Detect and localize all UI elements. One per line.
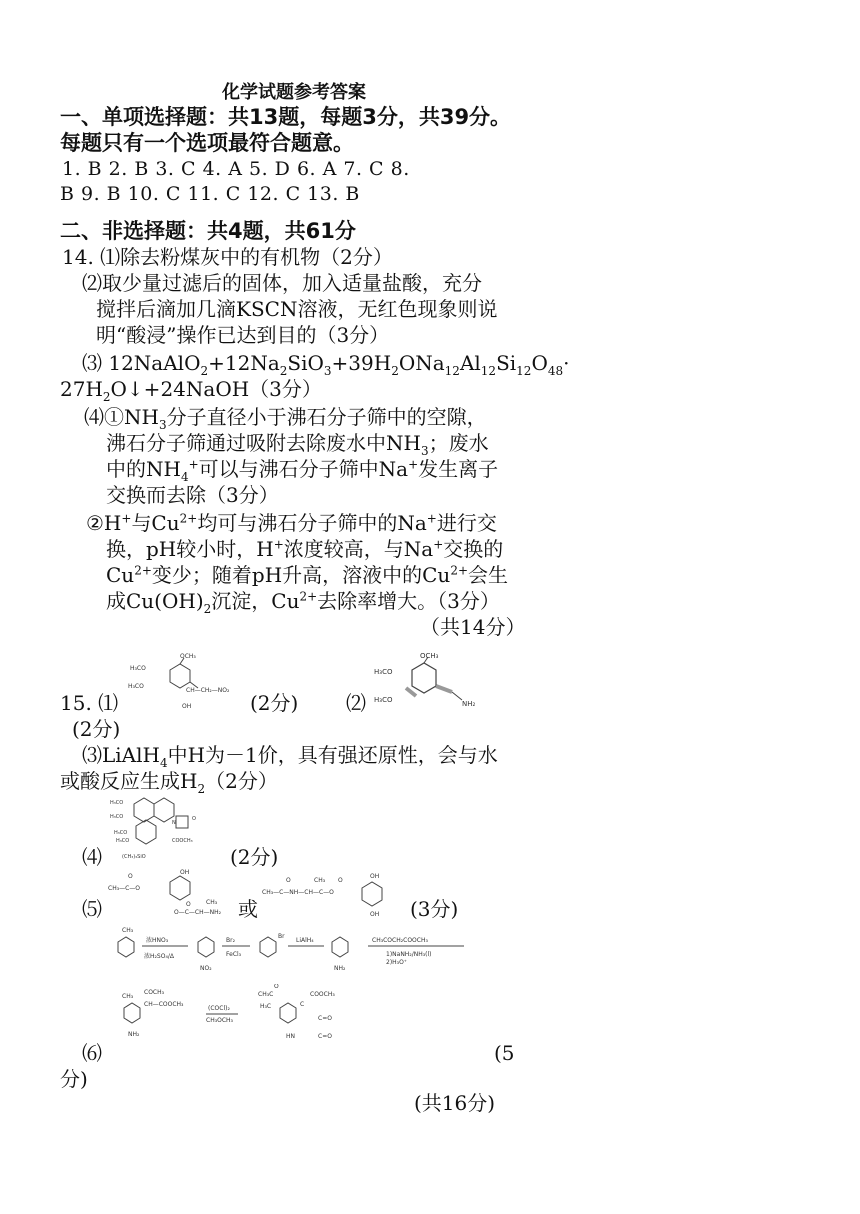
q14-part1: 14. ⑴除去粉煤灰中的有机物（2分） [62,245,393,269]
q14-part4-line4: 交换而去除（3分） [106,483,279,507]
q14-part5-line3: $Cu^{2+}$变少；随着pH升高，溶液中的$Cu^{2+}$会生 [106,563,509,587]
s6r2-label-1: COCH₃ [144,989,165,996]
q15-part2-score: (2分) [72,717,121,741]
q15-part1-label: 15. ⑴ [60,691,119,715]
q14-part2-line1: ⑵取少量过滤后的固体，加入适量盐酸，充分 [82,271,482,295]
s5b-label-2: CH₃ [314,877,326,884]
structure-15-5a-image [108,868,232,918]
s5b-label-4: OH [370,873,380,880]
s6r1-label-4: Br₂ [226,937,235,944]
s6r1-label-2: 浓H₂SO₄/Δ [144,953,174,960]
q15-part6-score-a: (5 [494,1041,515,1065]
s4-label-0: H₃CO [110,800,124,806]
s6r2-label-9: C [300,1001,305,1008]
s6r1-label-9: CH₃COCH₂COOCH₃ [372,937,428,944]
q15-part4-label: ⑷ [82,845,102,869]
s5a-label-3: O [186,901,191,908]
q14-total: （共14分） [420,615,526,639]
s5b-label-0: CH₃—C—NH—CH—C—O [262,889,334,896]
s1-label-3: CH—CH₂—NO₂ [186,687,230,694]
section2-heading: 二、非选择题：共4题，共61分 [60,219,356,243]
q15-part2-label: ⑵ [346,691,366,715]
q15-part6-score-b: 分) [60,1067,88,1091]
mc-answers-line2: B 9. B 10. C 11. C 12. C 13. B [60,183,360,205]
q15-part3-line2: 或酸反应生成$H_2(2$分） [60,769,278,796]
q14-part5-line1: ②H+与$Cu^{2+}$均可与沸石分子筛中的Na+进行交 [86,511,497,535]
q14-part5-line2: 换，pH较小时，H+浓度较高，与Na+交换的 [106,537,504,561]
s6r1-label-6: Br [278,933,285,940]
q15-part5-label: ⑸ [82,897,102,921]
s6r2-label-8: COOCH₃ [310,991,335,998]
q14-part2-line3: 明“酸浸”操作已达到目的（3分） [96,323,390,347]
q14-part3-equation-cont: $27H_2O↓+24NaOH(3$分） [60,377,322,404]
q14-part4-line2: 沸石分子筛通过吸附去除废水中$NH_3$；废水 [106,431,489,458]
s1-label-4: OH [182,703,192,710]
s6r2-label-10: H₃C [260,1003,272,1010]
s5a-label-1: O [128,873,133,880]
s4-label-4: O [192,816,196,822]
structure-15-4-image [106,792,210,862]
s4-label-2: H₃CO [114,830,128,836]
q15-part5-or: 或 [238,897,258,921]
q14-part4-line3: 中的$NH_4^+$可以与沸石分子筛中Na+发生离子 [106,457,499,484]
s5a-label-5: O—C—CH—NH₂ [174,909,222,916]
q14-part2-line2: 搅拌后滴加几滴KSCN溶液，无红色现象则说 [96,297,498,321]
s5b-label-5: OH [370,911,380,918]
s6r2-label-4: (COCl)₂ [208,1005,230,1012]
s6r2-label-11: C=O [318,1015,332,1022]
s1-label-1: H₃CO [130,665,146,672]
q14-part5-line4: 成$Cu(OH)_2$沉淀，$Cu^{2+}$去除率增大。（3分） [106,589,500,616]
synthesis-route-row1-image [110,924,470,978]
structure-15-2-image [372,650,492,712]
s5b-label-3: O [338,877,343,884]
section1-heading-2: 每题只有一个选项最符合题意。 [60,131,354,155]
s6r1-label-3: NO₂ [200,965,212,972]
q14-part4-line1: $⑷①NH_3$分子直径小于沸石分子筛中的空隙， [84,405,487,432]
s1-label-2: H₃CO [128,683,144,690]
q15-part5-score: (3分) [410,897,459,921]
s1-label-0: OCH₃ [180,653,196,660]
s2-label-1: H₃CO [374,668,393,676]
q15-part6-label: ⑹ [82,1041,102,1065]
s6r2-label-5: CH₃OCH₃ [206,1017,233,1024]
s6r1-label-7: LiAlH₄ [296,937,314,944]
q15-total: (共16分) [414,1091,496,1115]
s4-label-6: COOCH₃ [172,838,193,844]
s6r2-label-7: O [274,984,279,990]
s6r2-label-0: CH₃ [122,993,134,1000]
s2-label-0: OCH₃ [420,652,439,660]
structure-15-5b-image [262,872,392,920]
s6r1-label-5: FeCl₃ [226,951,242,958]
s6r1-label-10: 1)NaNH₂/NH₃(l) [386,951,432,958]
s5b-label-1: O [286,877,291,884]
s6r2-label-6: CH₃C [258,991,274,998]
s6r1-label-8: NH₂ [334,965,346,972]
s6r1-label-11: 2)H₃O⁺ [386,959,407,966]
mc-answers-line1: 1. B 2. B 3. C 4. A 5. D 6. A 7. C 8. [62,158,410,180]
page-title: 化学试题参考答案 [222,82,366,103]
s4-label-1: H₃CO [110,814,124,820]
s5a-label-2: OH [180,869,190,876]
s4-label-5: N [172,820,176,826]
s2-label-3: NH₂ [462,700,476,708]
q15-part4-score: (2分) [230,845,279,869]
s5a-label-4: CH₃ [206,899,218,906]
section1-heading: 一、单项选择题：共13题，每题3分，共39分。 [60,105,512,129]
s5a-label-0: CH₃—C—O [108,885,141,892]
q15-part3-line1: ⑶LiAlH$_4$中H为－1价，具有强还原性，会与水 [82,743,498,770]
s4-label-7: (CH₃)₃SiO [122,854,146,860]
s6r1-label-1: 浓HNO₃ [146,937,169,944]
s6r1-label-0: CH₃ [122,927,134,934]
s4-label-3: H₃CO [116,838,130,844]
s6r2-label-2: CH—COOCH₃ [144,1001,184,1008]
synthesis-route-row2-image [110,984,350,1054]
s6r2-label-12: HN [286,1033,295,1040]
q14-part3-equation: ⑶ $12NaAlO_2+12Na_2SiO_3+39H_2ONa_{12}Al_{12}Si_{12}O_{48}\cdot$ [82,351,570,378]
structure-15-1-image [124,652,236,712]
q15-part1-score: (2分) [250,691,299,715]
s6r2-label-13: C=O [318,1033,332,1040]
s6r2-label-3: NH₂ [128,1031,140,1038]
s2-label-2: H₃CO [374,696,393,704]
